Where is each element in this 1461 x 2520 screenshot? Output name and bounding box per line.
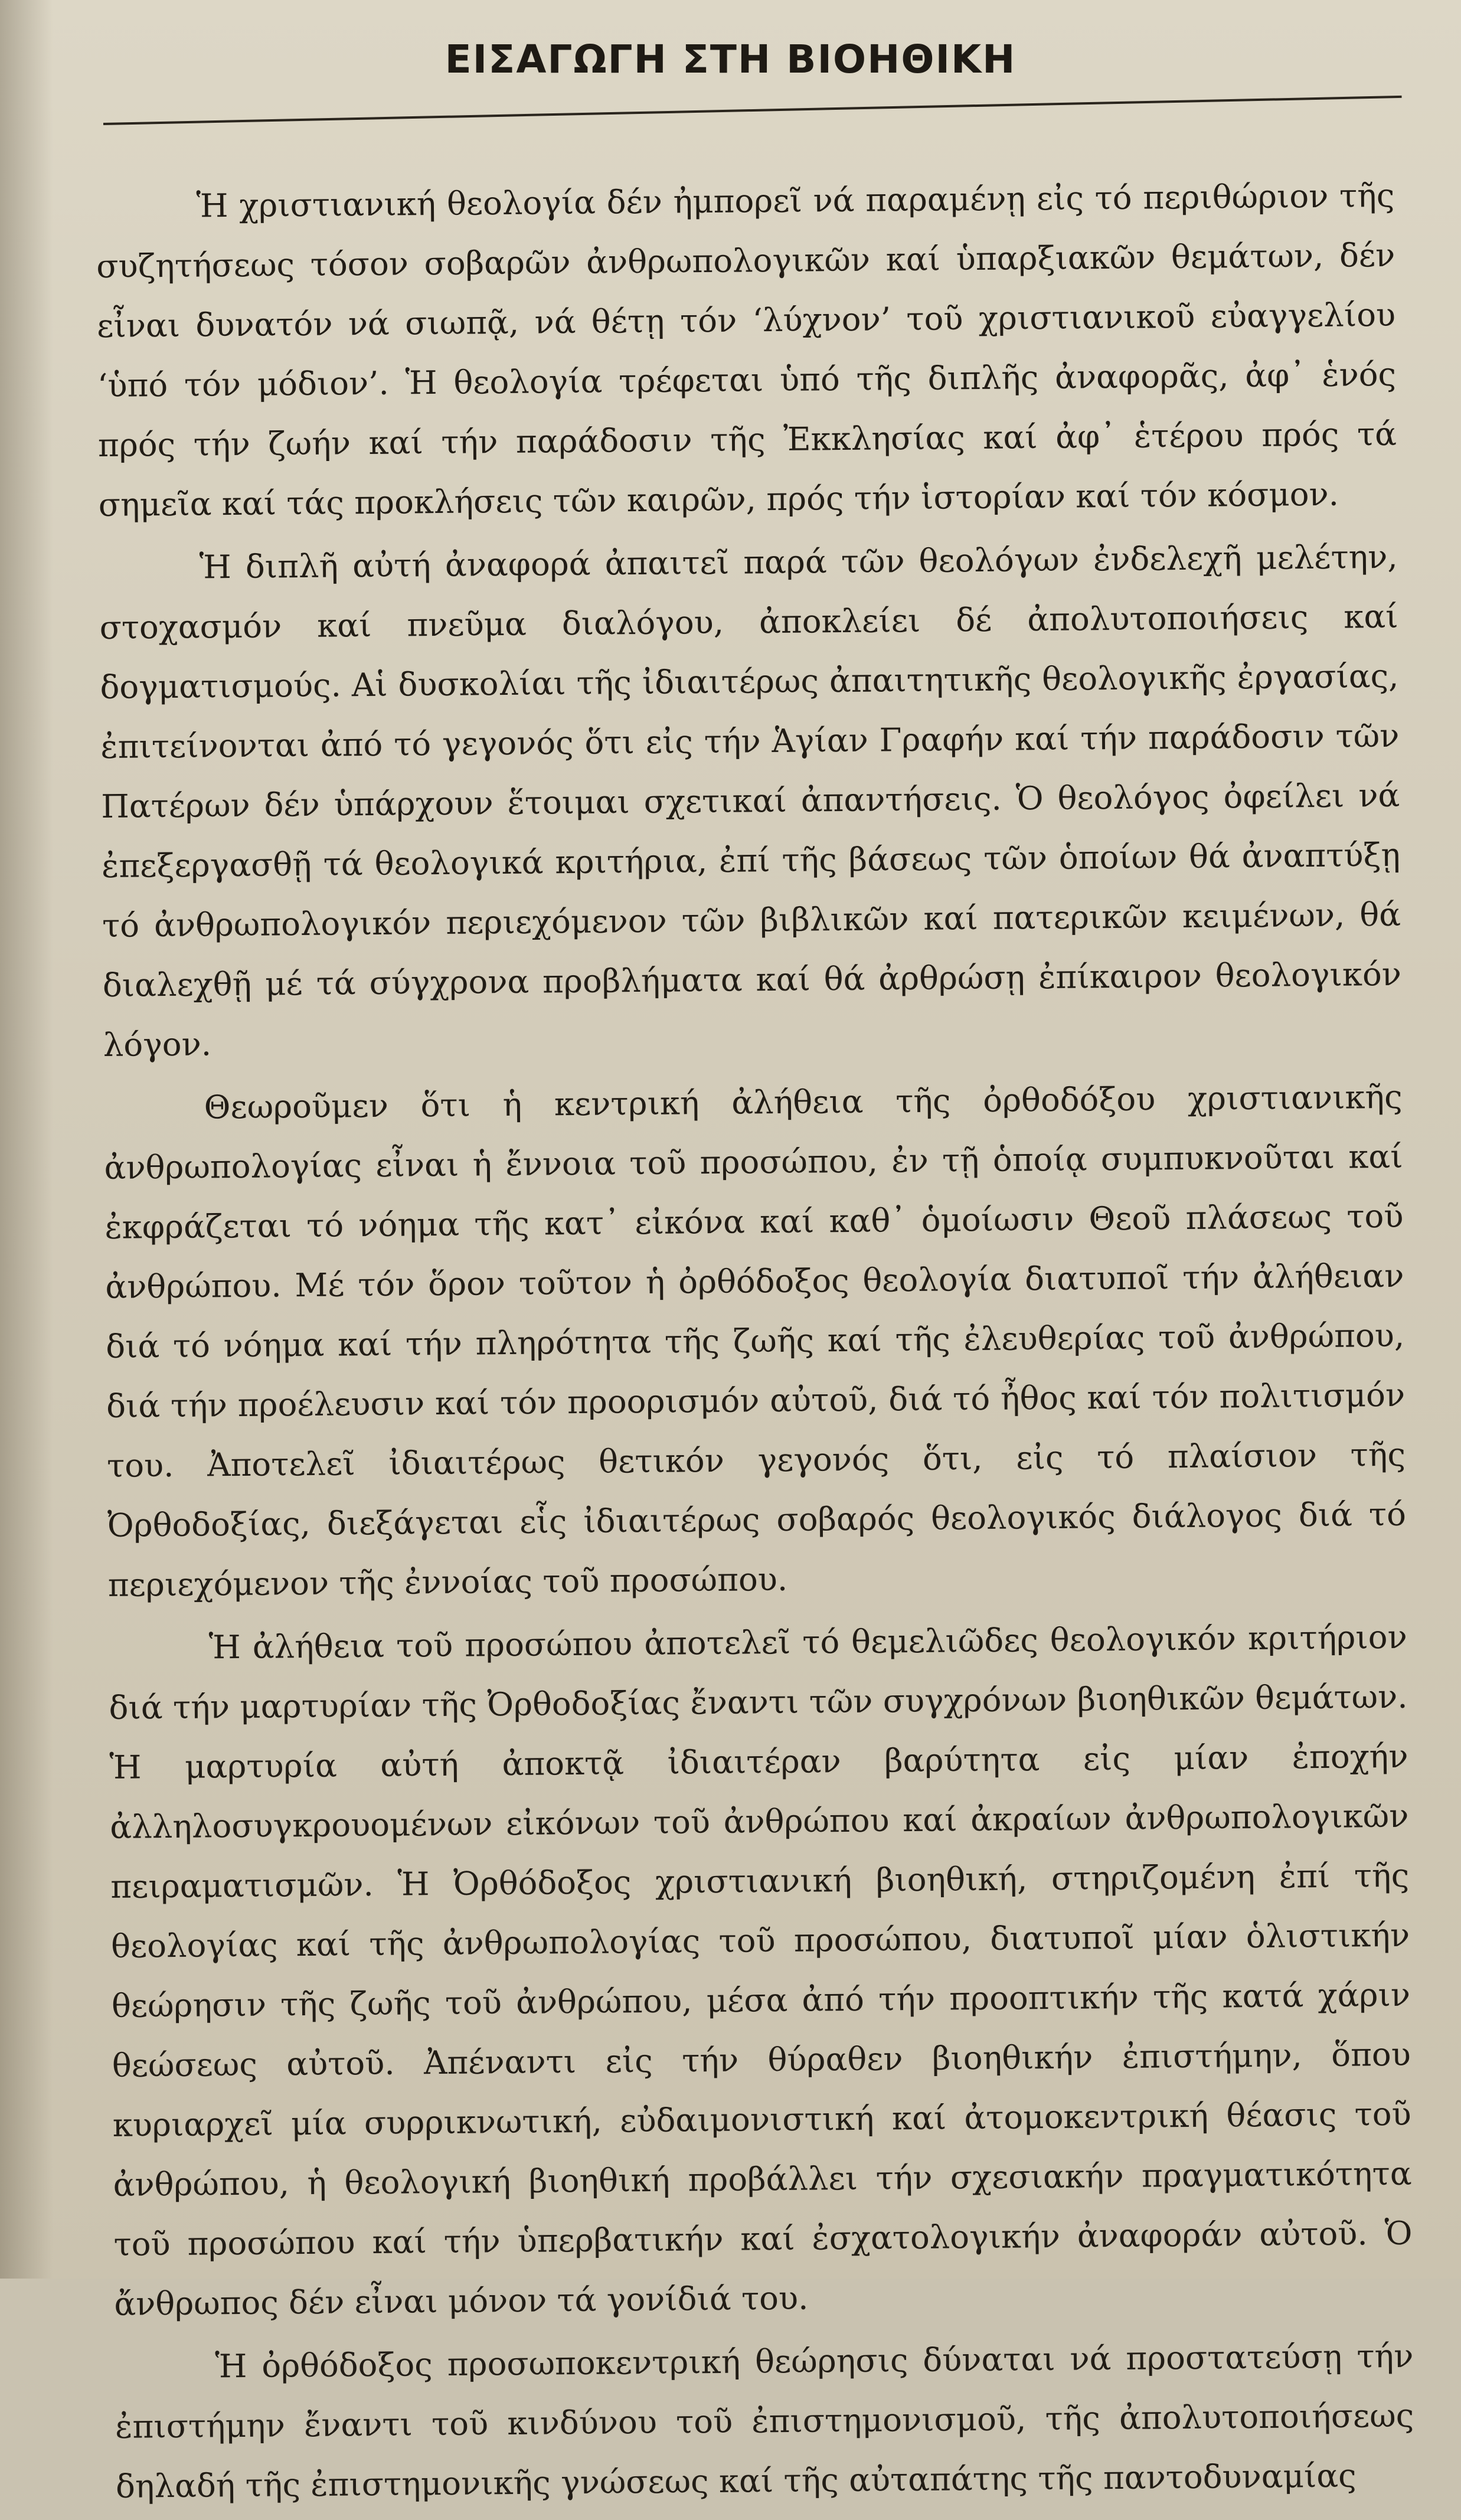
body-text bbox=[96, 166, 1415, 2520]
paragraph: Ἡ χριστιανική θεολογία δέν ἠμπορεῖ νά παραμένῃ εἰς τό περιθώριον τῆς συζητήσεως τόσον σοβαρῶν ἀνθρωπολογικῶν καί ὑπαρξιακῶν θεμάτων, δέν εἶναι δυνατόν νά σιωπᾷ, νά θέτῃ τόν ‘λύχνον’ τοῦ χριστιανικοῦ εὐαγγελίου ‘ὑπό τόν μόδιον’. Ἡ θεολογία τρέφεται ὑπό τῆς διπλῆς ἀναφορᾶς, ἀφ᾽ ἑνός πρός τήν ζωήν καί τήν παράδοσιν τῆς Ἐκκλησίας καί ἀφ᾽ ἑτέρου πρός τά σημεῖα καί τάς προκλήσεις τῶν καιρῶν, πρός τήν ἱστορίαν καί τόν κόσμον. bbox=[96, 176, 1397, 524]
header-rule bbox=[103, 96, 1402, 125]
page-gutter-shadow bbox=[0, 0, 53, 2279]
paragraph: Θεωροῦμεν ὅτι ἡ κεντρική ἀλήθεια τῆς ὀρθοδόξου χριστιανικῆς ἀνθρωπολογίας εἶναι ἡ ἔννοια τοῦ προσώπου, ἐν τῇ ὁποίᾳ συμπυκνοῦται καί ἐκφράζεται τό νόημα τῆς κατ᾽ εἰκόνα καί καθ᾽ ὁμοίωσιν Θεοῦ πλάσεως τοῦ ἀνθρώπου. Μέ τόν ὅρον τοῦτον ἡ ὀρθόδοξος θεολογία διατυποῖ τήν ἀλήθειαν διά τό νόημα καί τήν πληρότητα τῆς ζωῆς καί τῆς ἐλευθερίας τοῦ ἀνθρώπου, διά τήν προέλευσιν καί τόν προορισμόν αὐτοῦ, διά τό ἦθος καί τόν πολιτισμόν του. Ἀποτελεῖ ἰδιαιτέρως θετικόν γεγονός ὅτι, εἰς τό πλαίσιον τῆς Ὀρθοδοξίας, διεξάγεται εἷς ἰδιαιτέρως σοβαρός θεολογικός διάλογος διά τό περιεχόμενον τῆς ἐννοίας τοῦ προσώπου. bbox=[104, 1077, 1407, 1604]
paragraph: Ἡ ἀλήθεια τοῦ προσώπου ἀποτελεῖ τό θεμελιῶδες θεολογικόν κριτήριον διά τήν μαρτυρίαν τῆς Ὀρθοδοξίας ἔναντι τῶν συγχρόνων βιοηθικῶν θεμάτων. Ἡ μαρτυρία αὐτή ἀποκτᾷ ἰδιαιτέραν βαρύτητα εἰς μίαν ἐποχήν ἀλληλοσυγκρουομένων εἰκόνων τοῦ ἀνθρώπου καί ἀκραίων ἀνθρωπολογικῶν πειραματισμῶν. Ἡ Ὀρθόδοξος χριστιανική βιοηθική, στηριζομένη ἐπί τῆς θεολογίας καί τῆς ἀνθρωπολογίας τοῦ προσώπου, διατυποῖ μίαν ὁλιστικήν θεώρησιν τῆς ζωῆς τοῦ ἀνθρώπου, μέσα ἀπό τήν προοπτικήν τῆς κατά χάριν θεώσεως αὐτοῦ. Ἀπέναντι εἰς τήν θύραθεν βιοηθικήν ἐπιστήμην, ὅπου κυριαρχεῖ μία συρρικνωτική, εὐδαιμονιστική καί ἀτομοκεντρική θέασις τοῦ ἀνθρώπου, ἡ θεολογική βιοηθική προβάλλει τήν σχεσιακήν πραγματικότητα τοῦ προσώπου καί τήν ὑπερβατικήν καί ἐσχατολογικήν ἀναφοράν αὐτοῦ. Ὁ ἄνθρωπος δέν εἶναι μόνον τά γονίδιά του. bbox=[109, 1617, 1413, 2323]
paragraph: Ἡ ὀρθόδοξος προσωποκεντρική θεώρησις δύναται νά προστατεύσῃ τήν ἐπιστήμην ἔναντι τοῦ κινδύνου τοῦ ἐπιστημονισμοῦ, τῆς ἀπολυτοποιήσεως δηλαδή τῆς ἐπιστημονικῆς γνώσεως καί τῆς αὐταπάτης τῆς παντοδυναμίας bbox=[115, 2336, 1414, 2505]
paragraph: Ἡ διπλῆ αὐτή ἀναφορά ἀπαιτεῖ παρά τῶν θεολόγων ἐνδελεχῆ μελέτην, στοχασμόν καί πνεῦμα διαλόγου, ἀποκλείει δέ ἀπολυτοποιήσεις καί δογματισμούς. Αἱ δυσκολίαι τῆς ἰδιαιτέρως ἀπαιτητικῆς θεολογικῆς ἐργασίας, ἐπιτείνονται ἀπό τό γεγονός ὅτι εἰς τήν Ἁγίαν Γραφήν καί τήν παράδοσιν τῶν Πατέρων δέν ὑπάρχουν ἕτοιμαι σχετικαί ἀπαντήσεις. Ὁ θεολόγος ὀφείλει νά ἐπεξεργασθῇ τά θεολογικά κριτήρια, ἐπί τῆς βάσεως τῶν ὁποίων θά ἀναπτύξῃ τό ἀνθρωπολογικόν περιεχόμενον τῶν βιβλικῶν καί πατερικῶν κειμένων, θά διαλεχθῇ μέ τά σύγχρονα προβλήματα καί θά ἀρθρώσῃ ἐπίκαιρον θεολογικόν λόγον. bbox=[99, 537, 1402, 1064]
running-title: ΕΙΣΑΓΩΓΗ ΣΤΗ ΒΙΟΗΘΙΚΗ bbox=[444, 37, 1017, 82]
